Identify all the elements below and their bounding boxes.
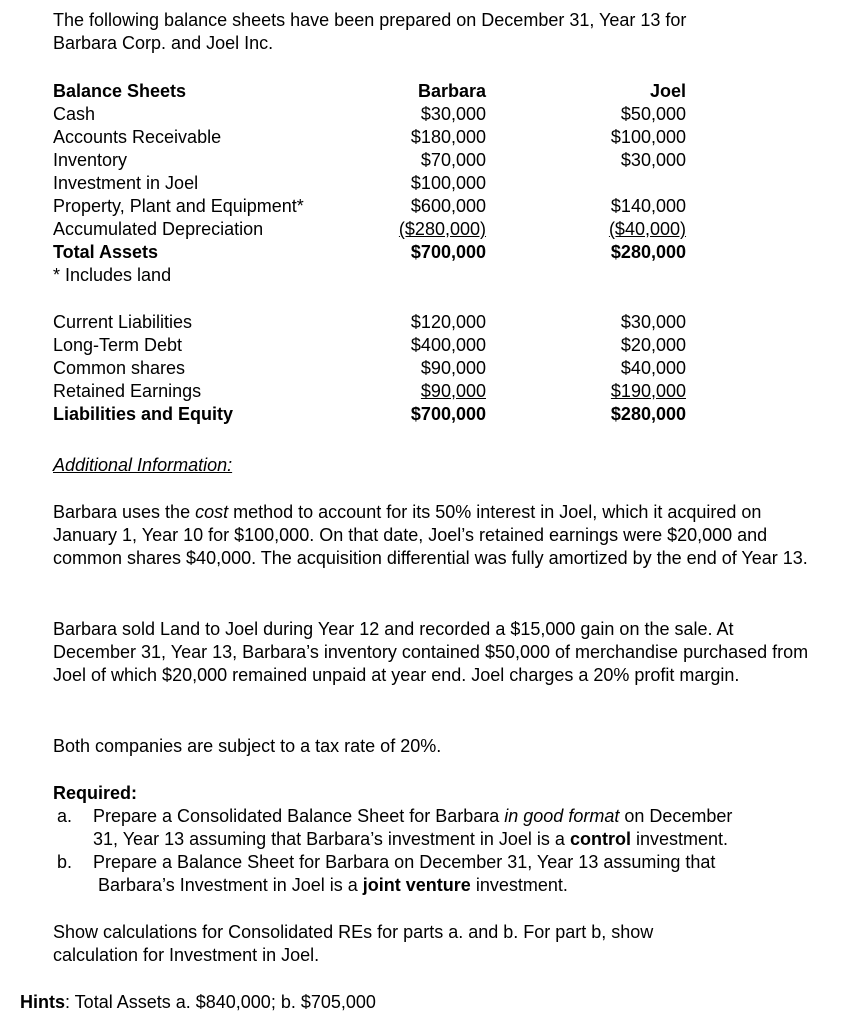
paragraph-intercompany: Barbara sold Land to Joel during Year 12 and recorded a $15,000 gain on the sale. At December 31, Year 13, Barbara’s inventory contained $50,000 of merchandise purchased from Joel of which $20,000 remained unpaid at year end. Joel charges a 20% profit margin. xyxy=(53,619,809,685)
intro-line-1: The following balance sheets have been prepared on December 31, Year 13 for xyxy=(53,10,687,30)
total-assets-label: Total Assets xyxy=(53,242,159,262)
barbara-value: $120,000 xyxy=(410,312,486,332)
barbara-value: $90,000 xyxy=(420,358,486,378)
footnote: * Includes land xyxy=(53,265,172,285)
required-b-line-2: Barbara’s Investment in Joel is a joint venture investment. xyxy=(98,875,568,895)
additional-info-heading: Additional Information: xyxy=(53,455,233,475)
barbara-value: $100,000 xyxy=(410,173,486,193)
row-label: Accounts Receivable xyxy=(53,127,222,147)
row-label: Cash xyxy=(53,104,96,124)
barbara-value: $180,000 xyxy=(410,127,486,147)
row-label: Accumulated Depreciation xyxy=(53,219,264,239)
hints-line xyxy=(20,991,376,1014)
barbara-value: $400,000 xyxy=(410,335,486,355)
list-marker-b: b. xyxy=(57,852,73,872)
required-b-line-1: Prepare a Balance Sheet for Barbara on December 31, Year 13 assuming that xyxy=(93,852,716,872)
column-header-joel: Joel xyxy=(649,81,686,101)
joel-value: $50,000 xyxy=(620,104,686,124)
row-label: Investment in Joel xyxy=(53,173,199,193)
row-label: Property, Plant and Equipment* xyxy=(53,196,304,216)
joel-value: $40,000 xyxy=(620,358,686,378)
joel-value: $30,000 xyxy=(620,150,686,170)
joel-total-assets: $280,000 xyxy=(610,242,686,262)
paragraph-tax-rate: Both companies are subject to a tax rate of 20%. xyxy=(53,736,442,756)
required-a-line-1: Prepare a Consolidated Balance Sheet for Barbara in good format on December xyxy=(93,806,733,826)
joel-liabilities-equity: $280,000 xyxy=(610,404,686,424)
barbara-value: $600,000 xyxy=(410,196,486,216)
required-a-line-2: 31, Year 13 assuming that Barbara’s investment in Joel is a control investment. xyxy=(93,829,728,849)
barbara-total-assets: $700,000 xyxy=(410,242,486,262)
row-label: Inventory xyxy=(53,150,128,170)
list-marker-a: a. xyxy=(57,806,73,826)
barbara-value: $30,000 xyxy=(420,104,486,124)
show-calc-line-2: calculation for Investment in Joel. xyxy=(53,945,320,965)
hints-label: Hints xyxy=(20,992,65,1012)
show-calc-line-1: Show calculations for Consolidated REs for parts a. and b. For part b, show xyxy=(53,922,654,942)
barbara-value: ($280,000) xyxy=(398,219,486,239)
row-label: Long-Term Debt xyxy=(53,335,183,355)
joel-value: ($40,000) xyxy=(608,219,686,239)
joel-value: $140,000 xyxy=(610,196,686,216)
barbara-value: $70,000 xyxy=(420,150,486,170)
intro-line-2: Barbara Corp. and Joel Inc. xyxy=(53,33,274,53)
barbara-liabilities-equity: $700,000 xyxy=(410,404,486,424)
joel-value: $20,000 xyxy=(620,335,686,355)
liabilities-equity-label: Liabilities and Equity xyxy=(53,404,234,424)
paragraph-cost-method: Barbara uses the cost method to account for its 50% interest in Joel, which it acquired on January 1, Year 10 for $100,000. On that date, Joel’s retained earnings were $20,000 and common shares $40,000. The acquisition differential was fully amortized by the end of Year 13. xyxy=(53,502,808,568)
row-label: Common shares xyxy=(53,358,186,378)
table-header-label: Balance Sheets xyxy=(53,81,187,101)
column-header-barbara: Barbara xyxy=(417,81,486,101)
row-label: Retained Earnings xyxy=(53,381,202,401)
row-label: Current Liabilities xyxy=(53,312,193,332)
required-heading: Required: xyxy=(53,783,138,803)
barbara-value: $90,000 xyxy=(420,381,486,401)
joel-value: $100,000 xyxy=(610,127,686,147)
joel-value: $30,000 xyxy=(620,312,686,332)
hints-text: : Total Assets a. $840,000; b. $705,000 xyxy=(65,992,376,1012)
joel-value: $190,000 xyxy=(610,381,686,401)
